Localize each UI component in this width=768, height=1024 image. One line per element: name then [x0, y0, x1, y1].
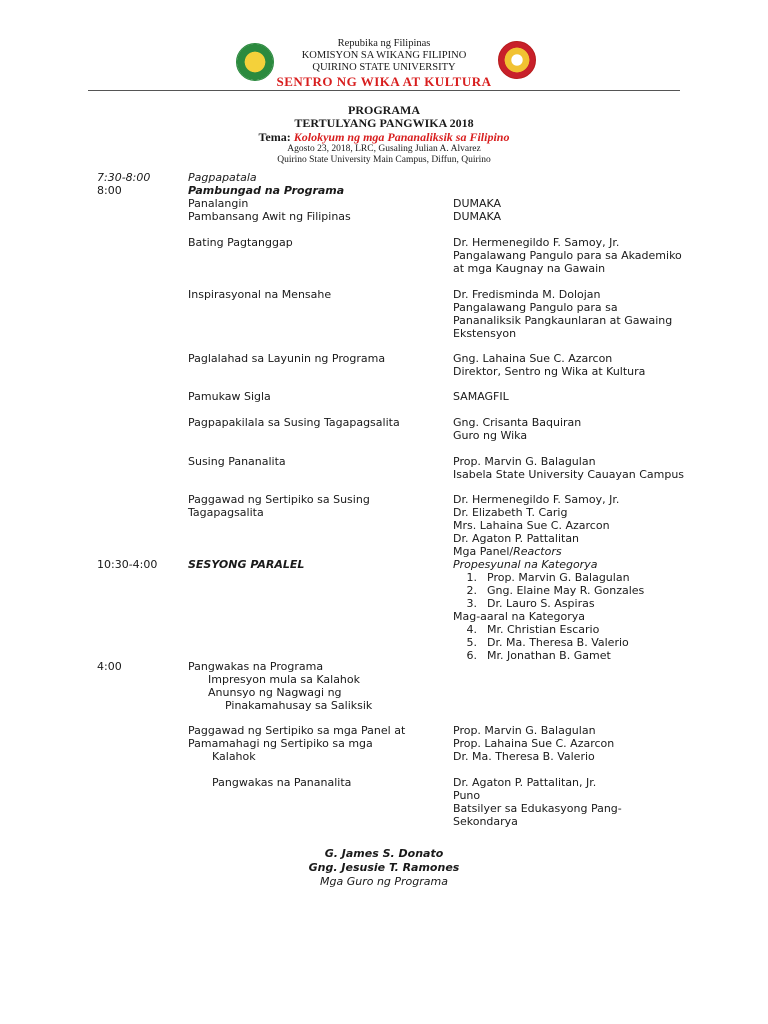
list-item: 5. Dr. Ma. Theresa B. Valerio — [466, 635, 629, 649]
paglalahad-by-2: Direktor, Sentro ng Wika at Kultura — [453, 365, 646, 378]
commission-line: KOMISYON SA WIKANG FILIPINO — [301, 50, 467, 61]
pamukaw-by: SAMAGFIL — [453, 390, 509, 403]
paggawad-susing-by-3: Mrs. Lahaina Sue C. Azarcon — [453, 519, 610, 532]
event-title: TERTULYANG PANGWIKA 2018 — [294, 116, 474, 130]
list-item: 3. Dr. Lauro S. Aspiras — [466, 596, 595, 610]
paggawad-susing-by-1: Dr. Hermenegildo F. Samoy, Jr. — [453, 493, 620, 506]
reactors: Reactors — [513, 545, 562, 558]
bating-pagtanggap: Bating Pagtanggap — [188, 236, 293, 249]
professional-list — [451, 572, 644, 610]
time-opening: 8:00 — [97, 184, 122, 197]
pinakamahusay: Pinakamahusay sa Saliksik — [225, 699, 373, 712]
time-registration: 7:30-8:00 — [97, 171, 151, 184]
student-list — [451, 624, 629, 662]
bating-by-1: Dr. Hermenegildo F. Samoy, Jr. — [453, 236, 620, 249]
pambungad-heading: Pambungad na Programa — [188, 184, 345, 197]
theme-value: Kolokyum ng mga Pananaliksik sa Filipino — [293, 130, 510, 144]
susing-pananalita: Susing Pananalita — [188, 455, 286, 468]
paglalahad-by-1: Gng. Lahaina Sue C. Azarcon — [453, 352, 613, 365]
paggawad-panel-by-1: Prop. Marvin G. Balagulan — [453, 724, 596, 737]
list-item: 4. Mr. Christian Escario — [466, 623, 600, 636]
pagpapakilala-by-1: Gng. Crisanta Baquiran — [453, 416, 582, 429]
mga-panel: Mga Panel/ — [453, 545, 514, 558]
bating-by-2: Pangalawang Pangulo para sa Akademiko — [453, 249, 682, 262]
header-divider — [88, 90, 680, 91]
inspirasyonal-by-4: Ekstensyon — [453, 327, 517, 340]
impresyon: Impresyon mula sa Kalahok — [208, 673, 361, 686]
paggawad-susing-by-4: Dr. Agaton P. Pattalitan — [453, 532, 580, 545]
pangwakas-by-2: Puno — [453, 789, 481, 802]
paggawad-panel-1: Paggawad ng Sertipiko sa mga Panel at — [188, 724, 406, 737]
letterhead — [0, 38, 768, 89]
signatory-1: G. James S. Donato — [324, 847, 444, 860]
sentro-title: SENTRO NG WIKA AT KULTURA — [276, 74, 492, 89]
pangwakas-pananalita: Pangwakas na Pananalita — [212, 776, 352, 789]
pagpapatala: Pagpapatala — [188, 171, 257, 184]
theme-label: Tema: — [258, 130, 291, 144]
anunsyo: Anunsyo ng Nagwagi ng — [208, 686, 342, 699]
signatory-2: Gng. Jesusie T. Ramones — [308, 861, 460, 874]
date-venue: Agosto 23, 2018, LRC, Gusaling Julian A. Alvarez — [287, 144, 481, 154]
panalangin: Panalangin — [188, 197, 249, 210]
time-closing: 4:00 — [97, 660, 122, 673]
inspirasyonal: Inspirasyonal na Mensahe — [188, 288, 332, 301]
pangwakas-by-1: Dr. Agaton P. Pattalitan, Jr. — [453, 776, 597, 789]
university-line: QUIRINO STATE UNIVERSITY — [312, 62, 456, 73]
pagpapakilala-by-2: Guro ng Wika — [453, 429, 528, 442]
awit-by: DUMAKA — [453, 210, 502, 223]
bating-by-3: at mga Kaugnay na Gawain — [453, 262, 606, 275]
theme-line — [0, 130, 768, 144]
susing-by-2: Isabela State University Cauayan Campus — [453, 468, 685, 481]
inspirasyonal-by-3: Pananaliksik Pangkaunlaran at Gawaing — [453, 314, 673, 327]
programa-heading: PROGRAMA — [348, 103, 420, 117]
paggawad-susing-by-2: Dr. Elizabeth T. Carig — [453, 506, 568, 519]
pangwakas-by-3: Batsilyer sa Edukasyong Pang- — [453, 802, 622, 815]
panel-reactors — [453, 546, 562, 559]
program-title-block — [0, 104, 768, 166]
mag-aaral-heading: Mag-aaral na Kategorya — [453, 610, 586, 623]
paggawad-susing-2: Tagapagsalita — [188, 506, 264, 519]
propesyunal-heading: Propesyunal na Kategorya — [453, 558, 598, 571]
pagpapakilala: Pagpapakilala sa Susing Tagapagsalita — [188, 416, 400, 429]
paggawad-susing-1: Paggawad ng Sertipiko sa Susing — [188, 493, 370, 506]
paggawad-panel-by-3: Dr. Ma. Theresa B. Valerio — [453, 750, 595, 763]
pambansang-awit: Pambansang Awit ng Filipinas — [188, 210, 351, 223]
list-item: 1. Prop. Marvin G. Balagulan — [466, 571, 630, 584]
pamukaw-sigla: Pamukaw Sigla — [188, 390, 271, 403]
sesyong-paralel: SESYONG PARALEL — [188, 558, 305, 571]
pangwakas-by-4: Sekondarya — [453, 815, 518, 828]
paggawad-panel-by-2: Prop. Lahaina Sue C. Azarcon — [453, 737, 615, 750]
panalangin-by: DUMAKA — [453, 197, 502, 210]
inspirasyonal-by-1: Dr. Fredisminda M. Dolojan — [453, 288, 601, 301]
inspirasyonal-by-2: Pangalawang Pangulo para sa — [453, 301, 618, 314]
republic-line: Repubika ng Filipinas — [337, 38, 431, 49]
susing-by-1: Prop. Marvin G. Balagulan — [453, 455, 596, 468]
paglalahad: Paglalahad sa Layunin ng Programa — [188, 352, 386, 365]
campus-line: Quirino State University Main Campus, Diffun, Quirino — [277, 155, 491, 165]
list-item: 2. Gng. Elaine May R. Gonzales — [466, 583, 645, 597]
paggawad-panel-2: Pamamahagi ng Sertipiko sa mga — [188, 737, 373, 750]
pangwakas-programa: Pangwakas na Programa — [188, 660, 324, 673]
time-parallel: 10:30-4:00 — [97, 558, 158, 571]
paggawad-panel-3: Kalahok — [212, 750, 256, 763]
list-item: 6. Mr. Jonathan B. Gamet — [466, 648, 611, 662]
signatory-role: Mga Guro ng Programa — [320, 875, 448, 888]
